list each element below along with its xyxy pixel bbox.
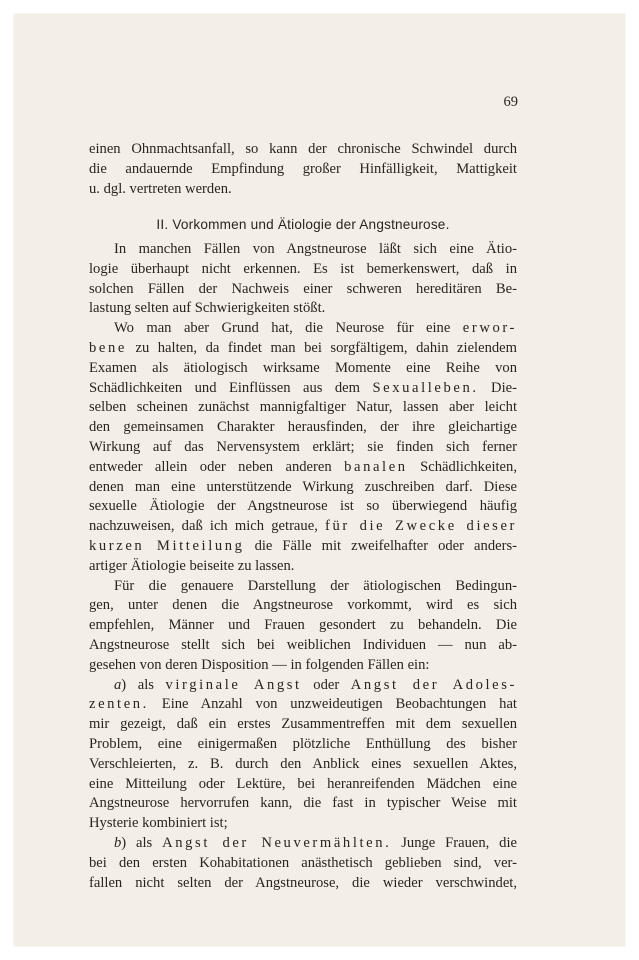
text-line: Problem, eine einigermaßen plötzliche Enthüllung des bisher: [89, 735, 517, 752]
text-line: [89, 339, 517, 359]
text-line: [89, 695, 517, 715]
text-line: artiger Ätiologie beiseite zu lassen.: [89, 557, 295, 574]
text-line: selben scheinen zunächst mannigfaltiger Natur, lassen aber leicht: [89, 399, 517, 416]
text-run: Junge Frauen, die: [391, 834, 518, 851]
text-line: Angstneurose stellt sich bei weiblichen Individuen — nun ab-: [89, 636, 517, 653]
spaced-emphasis: zenten.: [89, 696, 149, 713]
text-run: Schädlichkeiten,: [407, 458, 517, 475]
spaced-emphasis: virginale Angst: [165, 676, 302, 693]
text-run: ) als: [121, 676, 166, 693]
text-line: einen Ohnmachtsanfall, so kann der chronische Schwindel durch: [89, 141, 517, 157]
text-line: u. dgl. vertreten werden.: [89, 180, 232, 197]
text-line: mir gezeigt, daß ein erstes Zusammentreffen mit dem sexuellen: [89, 716, 517, 733]
text-line: [89, 517, 517, 537]
page-number: 69: [503, 94, 518, 110]
text-line: Angstneurose hervorrufen kann, die fast in typischer Weise mit: [89, 795, 517, 812]
text-run: nachzuweisen, daß ich mich getraue,: [89, 518, 326, 535]
list-letter: b: [114, 834, 122, 851]
text-line: Examen als ätiologisch wirksame Momente eine Reihe von: [89, 359, 517, 376]
text-run: Wo man aber Grund hat, die Neurose für eine: [114, 320, 463, 337]
text-line: solchen Fällen der Nachweis einer schweren hereditären Be-: [89, 280, 517, 297]
text-run: ) als: [121, 834, 163, 851]
spaced-emphasis: Angst der Adoles-: [350, 676, 517, 693]
spaced-emphasis: kurzen Mitteilung: [89, 537, 245, 554]
section-heading: II. Vorkommen und Ätiologie der Angstneurose.: [156, 217, 450, 232]
text-run: die Fälle mit zweifelhafter oder anders-: [244, 537, 517, 554]
spaced-emphasis: für die Zwecke dieser: [325, 518, 517, 535]
text-run: zu halten, da findet man bei sorgfältigem, dahin zielendem: [126, 339, 517, 356]
section-body: [89, 240, 517, 893]
text-line: [89, 537, 517, 557]
text-line: In manchen Fällen von Angstneurose läßt sich eine Ätio-: [114, 241, 517, 257]
text-line: [89, 319, 517, 339]
text-line: gesehen von deren Disposition — in folgenden Fällen ein:: [89, 656, 430, 673]
text-run: oder: [301, 676, 351, 693]
text-line: eine Mitteilung oder Lektüre, bei heranreifenden Mädchen eine: [89, 775, 517, 792]
text-line: gen, unter denen die Angstneurose vorkommt, wird es sich: [89, 597, 517, 614]
spaced-emphasis: banalen: [344, 458, 408, 475]
text-line: denen man eine unterstützende Wirkung zuschreiben darf. Diese: [89, 478, 517, 495]
text-line: lastung selten auf Schwierigkeiten stößt.: [89, 300, 326, 317]
text-line: [89, 834, 517, 854]
spaced-emphasis: erwor-: [462, 320, 517, 337]
text-line: die andauernde Empfindung großer Hinfälligkeit, Mattigkeit: [89, 160, 517, 177]
text-line: sexuelle Ätiologie der Angstneurose ist so überwiegend häufig: [89, 498, 517, 515]
text-line: Für die genauere Darstellung der ätiologischen Bedingun-: [114, 577, 517, 594]
text-line: fallen nicht selten der Angstneurose, die wieder verschwindet,: [89, 874, 517, 891]
text-line: [89, 379, 517, 399]
text-line: Verschleierten, z. B. durch den Anblick eines sexuellen Aktes,: [89, 755, 517, 772]
text-line: logie überhaupt nicht erkennen. Es ist bemerkenswert, daß in: [89, 260, 517, 277]
text-run: entweder allein oder neben anderen: [89, 458, 345, 475]
text-line: den gemeinsamen Charakter herausfinden, der ihre gleichartige: [89, 419, 517, 436]
text-line: empfehlen, Männer und Frauen gesondert zu behandeln. Die: [89, 617, 517, 634]
text-run: Die-: [478, 379, 517, 396]
text-line: Hysterie kombiniert ist;: [89, 815, 228, 832]
text-line: bei den ersten Kohabitationen anästhetisch geblieben sind, ver-: [89, 854, 517, 871]
text-line: [89, 676, 517, 696]
list-letter: a: [114, 676, 122, 693]
spaced-emphasis: Sexualleben.: [372, 379, 479, 396]
text-line: [89, 458, 517, 478]
spaced-emphasis: Angst der Neuvermählten.: [162, 834, 392, 851]
text-line: Wirkung auf das Nervensystem erklärt; sie finden sich ferner: [89, 438, 517, 455]
intro-paragraph: [89, 140, 517, 199]
book-page: [14, 14, 625, 946]
text-run: Schädlichkeiten und Einflüssen aus dem: [89, 379, 373, 396]
text-run: Eine Anzahl von unzweideutigen Beobachtungen hat: [148, 696, 517, 713]
spaced-emphasis: bene: [89, 339, 127, 356]
